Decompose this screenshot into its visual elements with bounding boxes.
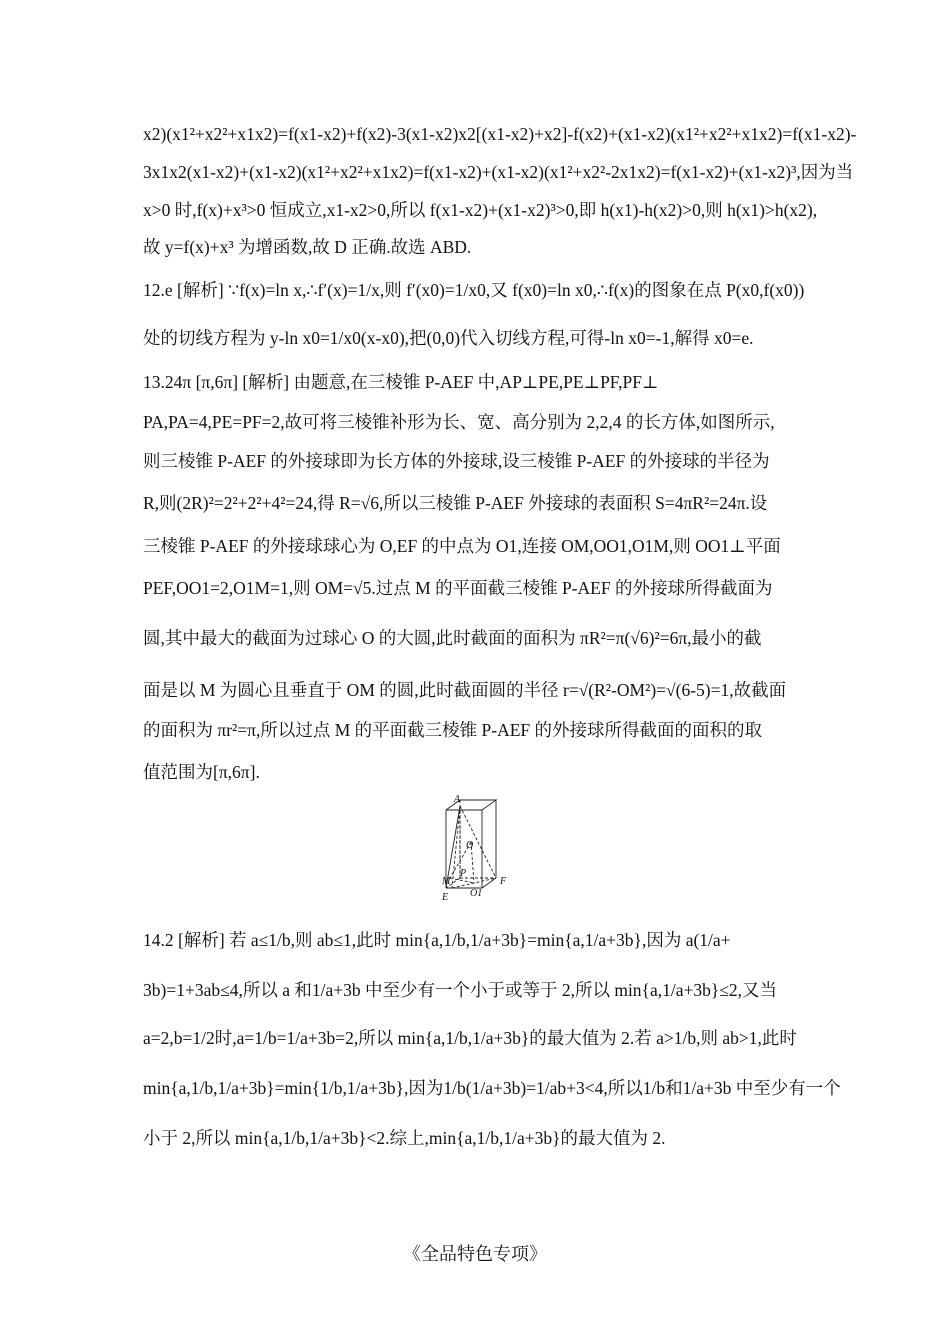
figure-label-m: M [442, 876, 451, 887]
text-line-18: 3b)=1+3ab≤4,所以 a 和1/a+3b 中至少有一个小于或等于 2,所以 min{a,1/a+3b}≤2,又当 [143, 980, 777, 1000]
text-line-9: 则三棱锥 P-AEF 的外接球即为长方体的外接球,设三棱锥 P-AEF 的外接球的半径为 [143, 451, 770, 471]
rectangular-box-figure [438, 792, 518, 910]
text-line-3: x>0 时,f(x)+x³>0 恒成立,x1-x2>0,所以 f(x1-x2)+(x1-x2)³>0,即 h(x1)-h(x2)>0,则 h(x1)>h(x2), [143, 200, 818, 220]
text-line-10: R,则(2R)²=2²+2²+4²=24,得 R=√6,所以三棱锥 P-AEF 外接球的表面积 S=4πR²=24π.设 [143, 493, 768, 513]
text-line-7: 13.24π [π,6π] [解析] 由题意,在三棱锥 P-AEF 中,AP⊥PE,PE⊥PF,PF⊥ [143, 372, 659, 392]
text-line-15: 的面积为 πr²=π,所以过点 M 的平面截三棱锥 P-AEF 的外接球所得截面的面积的取 [143, 720, 763, 740]
figure-label-e: E [442, 892, 449, 903]
text-line-21: 小于 2,所以 min{a,1/b,1/a+3b}<2.综上,min{a,1/b,1/a+3b}的最大值为 2. [143, 1128, 666, 1148]
text-line-16: 值范围为[π,6π]. [143, 762, 260, 782]
figure-label-o1: O1 [470, 888, 483, 899]
text-line-2: 3x1x2(x1-x2)+(x1-x2)(x1²+x2²+x1x2)=f(x1-x2)+(x1-x2)(x1²+x2²-2x1x2)=f(x1-x2)+(x1-x2)³,因为当 [143, 162, 854, 182]
text-line-20: min{a,1/b,1/a+3b}=min{1/b,1/a+3b},因为1/b(1/a+3b)=1/ab+3<4,所以1/b和1/a+3b 中至少有一个 [143, 1078, 841, 1098]
text-line-12: PEF,OO1=2,O1M=1,则 OM=√5.过点 M 的平面截三棱锥 P-AEF 的外接球所得截面为 [143, 578, 773, 598]
figure-label-f: F [500, 876, 507, 887]
page-footer: 《全品特色专项》 [403, 1244, 547, 1264]
text-line-14: 面是以 M 为圆心且垂直于 OM 的圆,此时截面圆的半径 r=√(R²-OM²)=√(6-5)=1,故截面 [143, 680, 787, 700]
text-line-5: 12.e [解析] ∵f(x)=ln x,∴f′(x)=1/x,则 f′(x0)=1/x0,又 f(x0)=ln x0,∴f(x)的图象在点 P(x0,f(x0)) [143, 280, 805, 300]
text-line-4: 故 y=f(x)+x³ 为增函数,故 D 正确.故选 ABD. [143, 237, 472, 257]
text-line-19: a=2,b=1/2时,a=1/b=1/a+3b=2,所以 min{a,1/b,1/a+3b}的最大值为 2.若 a>1/b,则 ab>1,此时 [143, 1028, 797, 1048]
text-line-11: 三棱锥 P-AEF 的外接球球心为 O,EF 的中点为 O1,连接 OM,OO1,O1M,则 OO1⊥平面 [143, 536, 781, 556]
figure-label-a: A [454, 794, 461, 805]
text-line-8: PA,PA=4,PE=PF=2,故可将三棱锥补形为长、宽、高分别为 2,2,4 的长方体,如图所示, [143, 412, 775, 432]
text-line-1: x2)(x1²+x2²+x1x2)=f(x1-x2)+f(x2)-3(x1-x2)x2[(x1-x2)+x2]-f(x2)+(x1-x2)(x1²+x2²+x1x2)=f(x1-x2)- [143, 124, 857, 144]
text-line-13: 圆,其中最大的截面为过球心 O 的大圆,此时截面的面积为 πR²=π(√6)²=6π,最小的截 [143, 628, 762, 648]
text-line-17: 14.2 [解析] 若 a≤1/b,则 ab≤1,此时 min{a,1/b,1/a+3b}=min{a,1/a+3b},因为 a(1/a+ [143, 930, 731, 950]
figure-label-p: P [460, 868, 467, 879]
figure-label-o: O [466, 840, 474, 851]
text-line-6: 处的切线方程为 y-ln x0=1/x0(x-x0),把(0,0)代入切线方程,可得-ln x0=-1,解得 x0=e. [143, 328, 754, 348]
